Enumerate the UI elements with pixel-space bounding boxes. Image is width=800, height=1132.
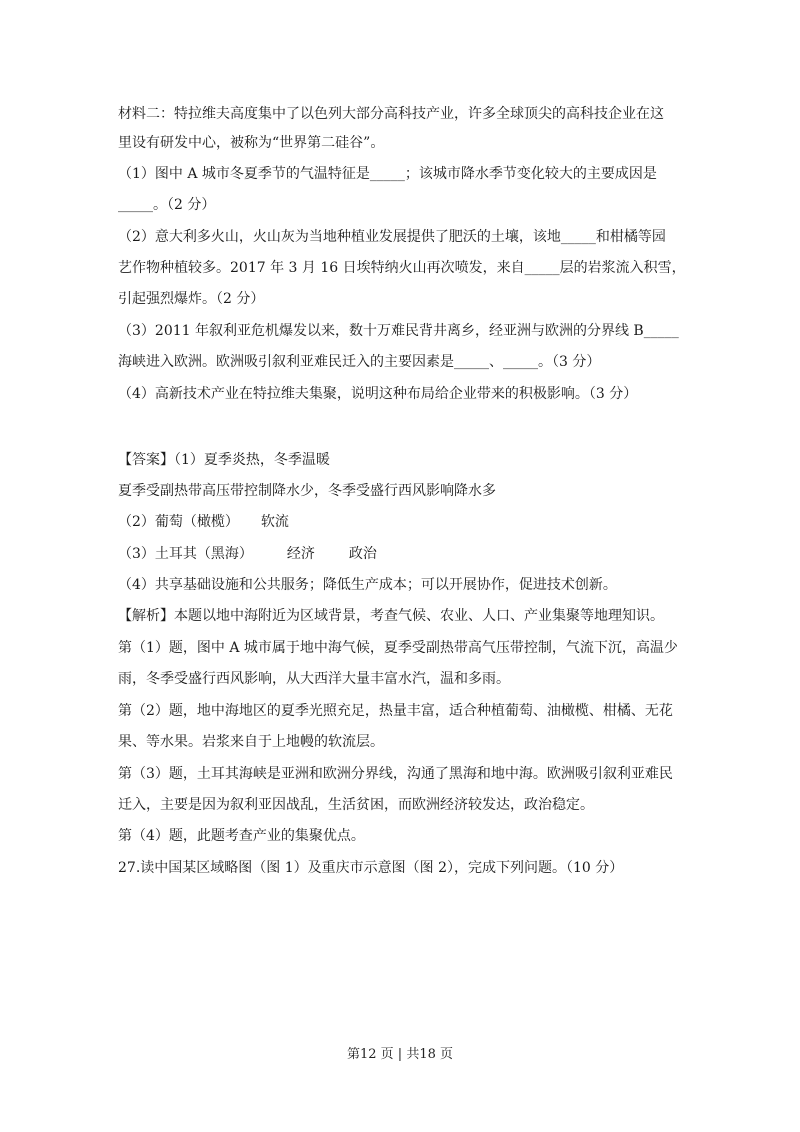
question-1-line-2: _____。（2 分） [118,197,216,213]
analysis-1-line-2: 雨，冬季受盛行西风影响，从大西洋大量丰富水汽，温和多雨。 [118,671,510,687]
analysis-3-line-2: 迁入，主要是因为叙利亚因战乱，生活贫困，而欧洲经济较发达，政治稳定。 [118,797,594,813]
question-3-line-1: （3）2011 年叙利亚危机爆发以来，数十万难民背井离乡，经亚洲与欧洲的分界线 B_____ [118,323,679,339]
answer-3-item-1: 经济 [286,546,315,562]
analysis-2-line-1: 第（2）题，地中海地区的夏季光照充足，热量丰富，适合种植葡萄、油橄榄、柑橘、无花 [118,703,673,719]
answer-line-2: 夏季受副热带高压带控制降水少，冬季受盛行西风影响降水多 [118,483,496,499]
question-2-line-1: （2）意大利多火山，火山灰为当地种植业发展提供了肥沃的土壤，该地_____和柑橘等园 [118,229,666,245]
analysis-1-line-1: 第（1）题，图中 A 城市属于地中海气候，夏季受副热带高气压带控制，气流下沉，高温少 [118,640,678,656]
analysis-4-line: 第（4）题，此题考查产业的集聚优点。 [118,828,365,844]
answer-3-prefix: （3）土耳其（黑海） [118,546,253,562]
question-2-line-2: 艺作物种植较多。2017 年 3 月 16 日埃特纳火山再次喷发，来自_____层的岩浆流入积雪， [118,260,686,276]
question-3-line-2: 海峡进入欧洲。欧洲吸引叙利亚难民迁入的主要因素是_____、_____。（3 分） [118,354,601,370]
analysis-intro: 【解析】本题以地中海附近为区域背景，考查气候、农业、人口、产业集聚等地理知识。 [118,608,664,624]
answer-2-prefix: （2）葡萄（橄榄） [118,514,239,530]
analysis-2-line-2: 果、等水果。岩浆来自于上地幔的软流层。 [118,734,384,750]
answer-line-5: （4）共享基础设施和公共服务；降低生产成本；可以开展协作，促进技术创新。 [118,577,617,593]
answer-line-4 [118,544,377,564]
question-1-line-1: （1）图中 A 城市冬夏季节的气温特征是_____；该城市降水季节变化较大的主要成因是 [118,166,657,182]
material-line-1: 材料二：特拉维夫高度集中了以色列大部分高科技产业，许多全球顶尖的高科技企业在这 [118,106,664,122]
question-2-line-3: 引起强烈爆炸。（2 分） [118,291,265,307]
material-line-2: 里设有研发中心，被称为“世界第二硅谷”。 [118,135,385,151]
answer-2-item: 软流 [260,514,289,530]
next-question: 27.读中国某区域略图（图 1）及重庆市示意图（图 2），完成下列问题。（10 分） [118,860,624,876]
answer-3-item-2: 政治 [348,546,377,562]
answer-line-3 [118,512,289,532]
answer-line-1: 【答案】（1）夏季炎热，冬季温暖 [118,452,330,468]
question-4-line-1: （4）高新技术产业在特拉维夫集聚，说明这种布局给企业带来的积极影响。（3 分） [118,386,638,402]
analysis-3-line-1: 第（3）题，土耳其海峡是亚洲和欧洲分界线，沟通了黑海和地中海。欧洲吸引叙利亚难民 [118,766,673,782]
page-footer: 第12 页 | 共18 页 [347,1047,453,1062]
